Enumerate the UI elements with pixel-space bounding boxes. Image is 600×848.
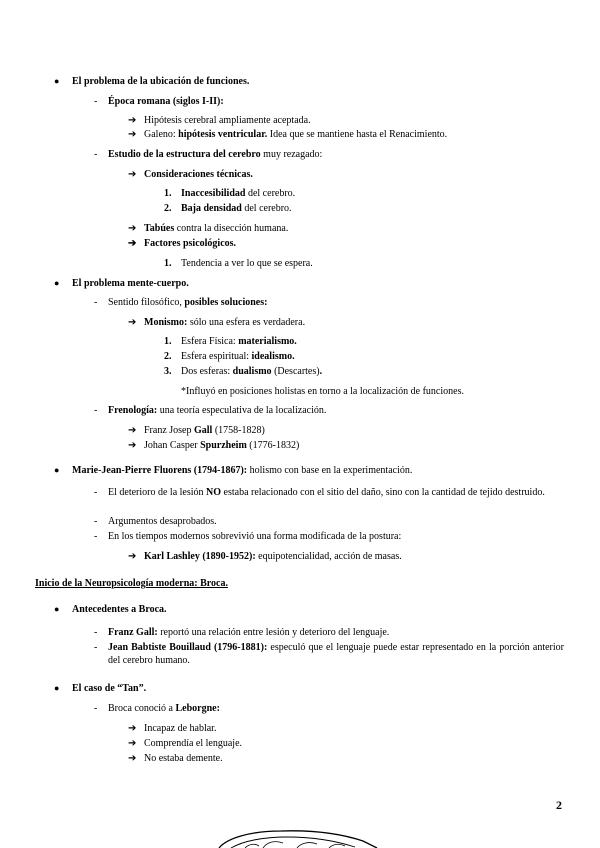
technical-considerations: Consideraciones técnicas. [144, 169, 253, 180]
page-number: 2 [556, 798, 562, 812]
holism-note: *Influyó en posiciones holistas en torno a la localización de funciones. [181, 386, 464, 397]
arrow-icon: ➔ [128, 223, 137, 234]
dash-icon: - [94, 516, 98, 527]
brain-structure-study: Estudio de la estructura del cerebro muy rezagado: [108, 149, 323, 160]
dash-icon: - [94, 627, 98, 638]
philosophical-sense: Sentido filosófico, posibles soluciones: [108, 297, 268, 308]
tan-item-3: No estaba demente. [144, 753, 223, 764]
dash-icon: - [94, 487, 98, 498]
dash-icon: - [94, 703, 98, 714]
section-title-fluorens: Marie-Jean-Pierre Fluorens (1794-1867): holismo con base en la experimentación. [72, 465, 413, 476]
list-number: 1. [164, 336, 172, 347]
spurzheim-item: Johan Casper Spurzheim (1776-1832) [144, 440, 300, 451]
gall-item: Franz Josep Gall (1758-1828) [144, 425, 265, 436]
arrow-icon: ➔ [128, 169, 137, 180]
section-title-tan: El caso de “Tan”. [72, 683, 147, 694]
bullet-icon: ● [54, 278, 60, 288]
list-number: 3. [164, 366, 172, 377]
psych-item-1: Tendencia a ver lo que se espera. [181, 258, 313, 269]
dash-icon: - [94, 297, 98, 308]
dash-icon: - [94, 531, 98, 542]
bullet-icon: ● [54, 465, 60, 475]
section-title-mente-cuerpo: El problema mente-cuerpo. [72, 278, 189, 289]
bullet-icon: ● [54, 76, 60, 86]
list-number: 1. [164, 258, 172, 269]
list-number: 2. [164, 351, 172, 362]
tan-item-1: Incapaz de hablar. [144, 723, 217, 734]
list-number: 2. [164, 203, 172, 214]
disproved-arguments: Argumentos desaprobados. [108, 516, 217, 527]
section-heading-broca: Inicio de la Neuropsicología moderna: Broca. [35, 578, 228, 589]
arrow-icon: ➔ [128, 723, 137, 734]
section-title-ubicacion: El problema de la ubicación de funciones. [72, 76, 250, 87]
inaccessibility-item: Inaccesibilidad del cerebro. [181, 188, 296, 199]
brain-illustration-icon [205, 826, 395, 848]
roman-item-2: Galeno: hipótesis ventricular. Idea que se mantiene hasta el Renacimiento. [144, 129, 448, 140]
arrow-icon: ➔ [128, 115, 137, 126]
monism-item: Monismo: sólo una esfera es verdadera. [144, 317, 306, 328]
arrow-icon: ➔ [128, 753, 137, 764]
section-title-antecedentes: Antecedentes a Broca. [72, 604, 167, 615]
materialism-item: Esfera Física: materialismo. [181, 336, 297, 347]
dash-icon: - [94, 149, 98, 160]
arrow-icon: ➔ [128, 317, 137, 328]
fluorens-damage-item: El deterioro de la lesión NO estaba relacionado con el sitio del daño, sino con la cantidad de tejido destruido. [108, 487, 545, 498]
arrow-icon: ➔ [128, 129, 137, 140]
low-density-item: Baja densidad del cerebro. [181, 203, 292, 214]
leborgne-item: Broca conoció a Leborgne: [108, 703, 220, 714]
modern-times-item: En los tiempos modernos sobrevivió una forma modificada de la postura: [108, 531, 402, 542]
bouillaud-item: Jean Babtiste Bouillaud (1796-1881): especuló que el lenguaje puede estar representado en la porción anterior del cerebro humano. [108, 642, 564, 666]
lashley-item: Karl Lashley (1890-1952): equipotencialidad, acción de masas. [144, 551, 402, 562]
bullet-icon: ● [54, 604, 60, 614]
list-number: 1. [164, 188, 172, 199]
arrow-icon: ➔ [128, 238, 137, 249]
bullet-icon: ● [54, 683, 60, 693]
idealism-item: Esfera espiritual: idealismo. [181, 351, 295, 362]
arrow-icon: ➔ [128, 440, 137, 451]
tan-item-2: Comprendía el lenguaje. [144, 738, 243, 749]
arrow-icon: ➔ [128, 551, 137, 562]
phrenology-item: Frenología: una teoría especulativa de la localización. [108, 405, 327, 416]
arrow-icon: ➔ [128, 425, 137, 436]
psychological-factors: Factores psicológicos. [144, 238, 237, 249]
dualism-item: Dos esferas: dualismo (Descartes). [181, 366, 323, 377]
franz-gall-item: Franz Gall: reportó una relación entre lesión y deterioro del lenguaje. [108, 627, 390, 638]
taboo-item: Tabúes contra la disección humana. [144, 223, 289, 234]
dash-icon: - [94, 642, 98, 653]
roman-item-1: Hipótesis cerebral ampliamente aceptada. [144, 115, 311, 126]
dash-icon: - [94, 96, 98, 107]
roman-era-label: Época romana (siglos I-II): [108, 96, 224, 107]
dash-icon: - [94, 405, 98, 416]
arrow-icon: ➔ [128, 738, 137, 749]
